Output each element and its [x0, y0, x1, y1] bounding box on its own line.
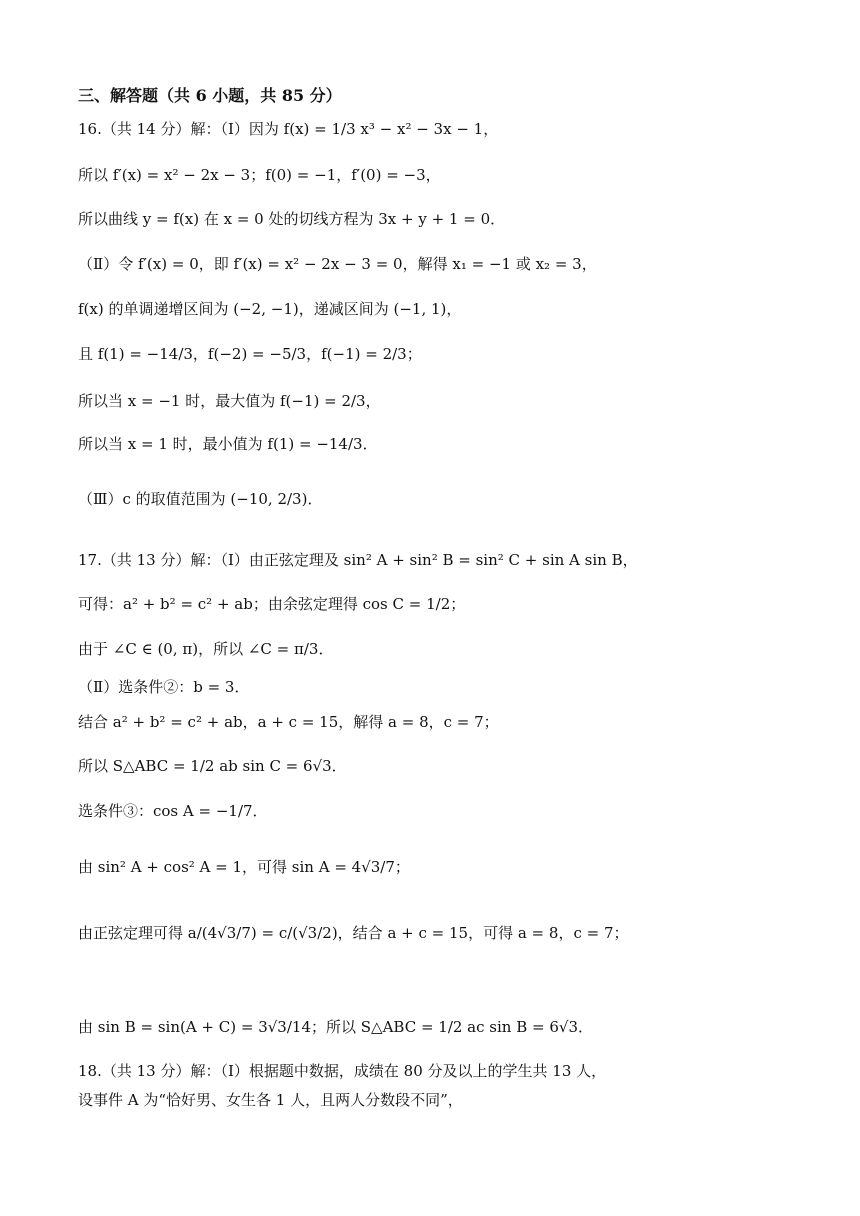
text-line-17-sine-rule: 由正弦定理可得 a/(4√3/7) = c/(√3/2)，结合 a + c = 15，可得 a = 8，c = 7；	[78, 924, 629, 942]
text-line-16-part3: （Ⅲ）c 的取值范围为 (−10, 2/3)．	[78, 490, 323, 508]
text-line-17-angle: 由于 ∠C ∈ (0, π)，所以 ∠C = π/3．	[78, 640, 334, 658]
text-line-17-intro: 17.（共 13 分）解：（Ⅰ）由正弦定理及 sin² A + sin² B = sin² C + sin A sin B，	[78, 551, 638, 569]
text-line-16-intervals: f(x) 的单调递增区间为 (−2, −1)，递减区间为 (−1, 1)，	[78, 300, 462, 318]
section-title: 三、解答题（共 6 小题，共 85 分）	[78, 86, 342, 105]
text-line-17-area2: 由 sin B = sin(A + C) = 3√3/14；所以 S△ABC = 1/2 ac sin B = 6√3．	[78, 1018, 593, 1036]
text-line-17-area: 所以 S△ABC = 1/2 ab sin C = 6√3．	[78, 757, 347, 775]
text-line-17-sin: 由 sin² A + cos² A = 1，可得 sin A = 4√3/7；	[78, 858, 410, 876]
text-line-16-part2: （Ⅱ）令 f′(x) = 0，即 f′(x) = x² − 2x − 3 = 0，解得 x₁ = −1 或 x₂ = 3，	[78, 255, 597, 273]
text-line-16-values: 且 f(1) = −14/3，f(−2) = −5/3，f(−1) = 2/3；	[78, 345, 422, 363]
text-line-17-option2: （Ⅱ）选条件②：b = 3．	[78, 678, 250, 696]
text-line-18-intro: 18.（共 13 分）解：（Ⅰ）根据题中数据，成绩在 80 分及以上的学生共 13 人，	[78, 1062, 607, 1080]
text-line-17-cos: 可得：a² + b² = c² + ab；由余弦定理得 cos C = 1/2；	[78, 595, 466, 613]
text-line-16-min: 所以当 x = 1 时，最小值为 f(1) = −14/3．	[78, 435, 378, 453]
text-line-17-option3: 选条件③：cos A = −1/7．	[78, 802, 268, 820]
text-line-16-intro: 16.（共 14 分）解：（Ⅰ）因为 f(x) = 1/3 x³ − x² − 3x − 1，	[78, 120, 499, 138]
text-line-17-solve: 结合 a² + b² = c² + ab，a + c = 15，解得 a = 8，c = 7；	[78, 713, 499, 731]
text-line-18-event: 设事件 A 为“恰好男、女生各 1 人，且两人分数段不同”，	[78, 1091, 463, 1109]
text-line-16-derivative: 所以 f′(x) = x² − 2x − 3；f(0) = −1，f′(0) = −3，	[78, 166, 441, 184]
text-line-16-tangent: 所以曲线 y = f(x) 在 x = 0 处的切线方程为 3x + y + 1 = 0．	[78, 210, 506, 228]
text-line-16-max: 所以当 x = −1 时，最大值为 f(−1) = 2/3，	[78, 392, 381, 410]
